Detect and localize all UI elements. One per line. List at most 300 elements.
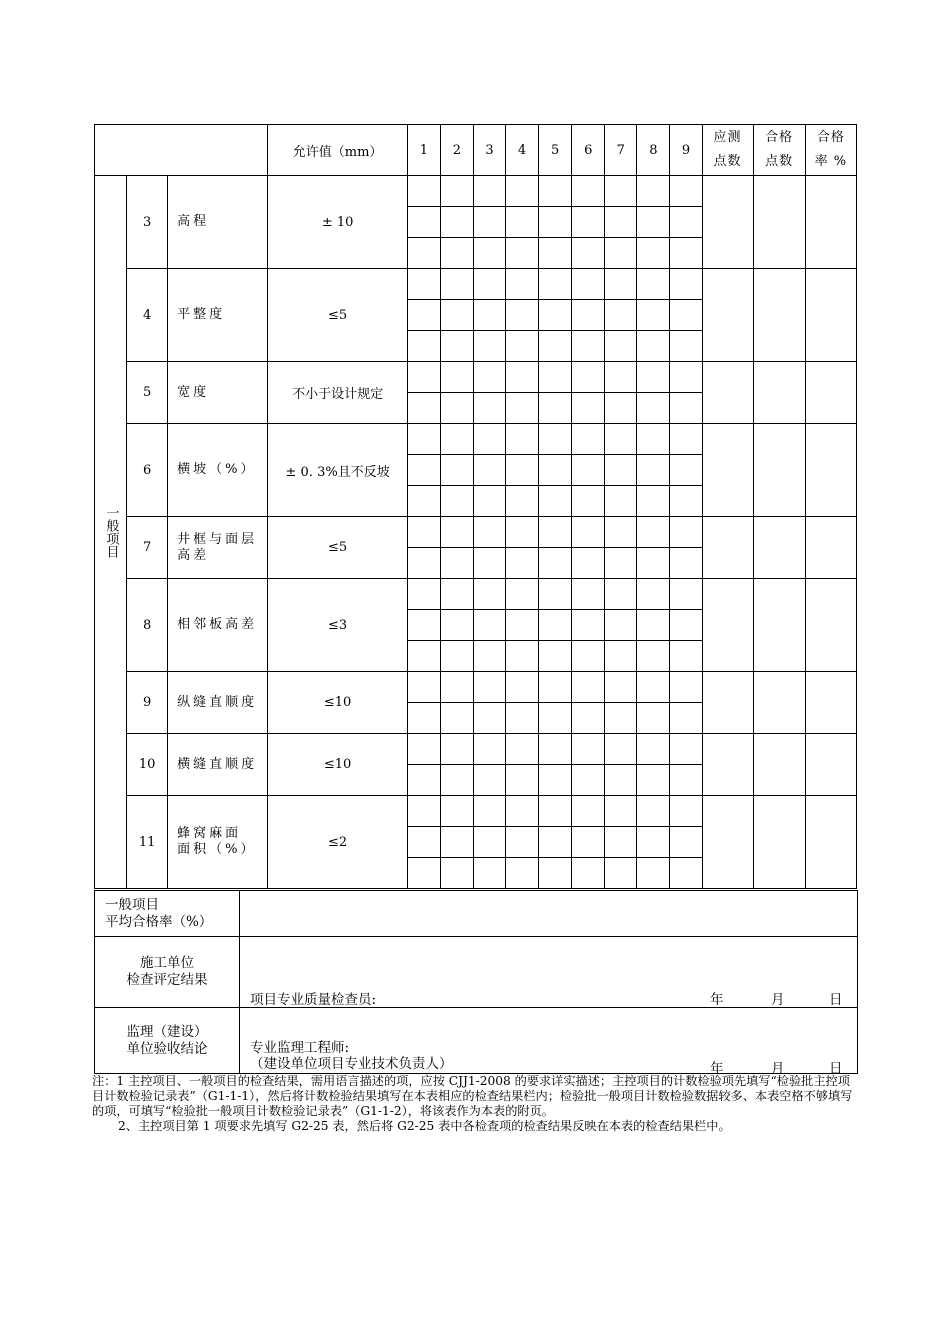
measure-cell[interactable] (473, 269, 505, 300)
measure-cell[interactable] (473, 610, 505, 641)
item-name: 横坡（%） (168, 424, 268, 517)
measure-cell[interactable] (506, 672, 539, 703)
measure-cell[interactable] (539, 858, 572, 889)
measure-cell[interactable] (473, 486, 505, 517)
measure-cell[interactable] (605, 424, 637, 455)
measure-cell[interactable] (605, 672, 637, 703)
measure-cell[interactable] (407, 579, 440, 610)
item-allowed-value: ≤5 (268, 517, 407, 579)
measure-cell[interactable] (407, 393, 440, 424)
pass-rate-cell[interactable] (805, 517, 856, 579)
supervision-day: 日 (829, 1061, 843, 1077)
note-1: 注：1 主控项目、一般项目的检查结果，需用语言描述的项，应按 CJJ1-2008 的要求详实描述；主控项目的计数检验项先填写“检验批主控项目计数检验记录表”（G1-1-1），然后将计数检验结果填写在本表相应的检查结果栏内；检验批一般项目计数检验数据较多、本表空格不够填写的项，可填写“检验批一般项目计数检验记录表”（G1-1-2），将该表作为本表的附页。 (92, 1074, 853, 1118)
measure-cell[interactable] (670, 734, 702, 765)
should-points-cell[interactable] (702, 176, 753, 269)
measure-cell[interactable] (572, 672, 605, 703)
measure-cell[interactable] (473, 393, 505, 424)
item-number: 6 (127, 424, 168, 517)
measure-cell[interactable] (637, 176, 670, 207)
measure-cell[interactable] (407, 610, 440, 641)
measure-cell[interactable] (473, 238, 505, 269)
measure-cell[interactable] (637, 796, 670, 827)
measure-cell[interactable] (506, 641, 539, 672)
item-name: 高程 (168, 176, 268, 269)
measure-cell[interactable] (473, 517, 505, 548)
pass-rate-cell[interactable] (805, 796, 856, 889)
measure-cell[interactable] (637, 579, 670, 610)
measure-cell[interactable] (605, 858, 637, 889)
measure-cell[interactable] (407, 734, 440, 765)
item-name: 宽度 (168, 362, 268, 424)
measure-cell[interactable] (440, 641, 473, 672)
measure-cell[interactable] (605, 827, 637, 858)
item-name: 平整度 (168, 269, 268, 362)
pass-points-cell[interactable] (753, 517, 805, 579)
item-name: 井框与面层 高差 (168, 517, 268, 579)
measure-cell[interactable] (572, 765, 605, 796)
measure-cell[interactable] (539, 734, 572, 765)
measure-cell[interactable] (539, 238, 572, 269)
measure-cell[interactable] (506, 424, 539, 455)
measure-cell[interactable] (506, 455, 539, 486)
measure-cell[interactable] (506, 300, 539, 331)
measure-cell[interactable] (670, 641, 702, 672)
measure-cell[interactable] (670, 300, 702, 331)
measure-cell[interactable] (670, 858, 702, 889)
measure-cell[interactable] (572, 734, 605, 765)
measure-cell[interactable] (539, 548, 572, 579)
header-pass-points (753, 125, 805, 176)
measure-cell[interactable] (605, 579, 637, 610)
measure-cell[interactable] (473, 796, 505, 827)
measure-cell[interactable] (670, 703, 702, 734)
measure-cell[interactable] (670, 610, 702, 641)
item-name: 蜂窝麻面 面积（%） (168, 796, 268, 889)
item-name: 横缝直顺度 (168, 734, 268, 796)
measure-cell[interactable] (572, 641, 605, 672)
table-row (95, 796, 857, 827)
measure-cell[interactable] (473, 300, 505, 331)
measure-cell[interactable] (506, 362, 539, 393)
measure-cell[interactable] (637, 331, 670, 362)
construction-result-label: 施工单位 检查评定结果 (95, 937, 240, 1008)
measure-cell[interactable] (670, 269, 702, 300)
measure-cell[interactable] (407, 362, 440, 393)
measure-cell[interactable] (539, 207, 572, 238)
measure-cell[interactable] (670, 517, 702, 548)
header-col-4: 4 (506, 125, 539, 176)
measure-cell[interactable] (572, 610, 605, 641)
supervision-engineer-label: 专业监理工程师: （建设单位项目专业技术负责人） (250, 1040, 453, 1072)
measure-cell[interactable] (440, 765, 473, 796)
measure-cell[interactable] (539, 579, 572, 610)
should-points-cell[interactable] (702, 517, 753, 579)
header-allowed-value: 允许值（mm） (268, 125, 407, 176)
header-col-8: 8 (637, 125, 670, 176)
measure-cell[interactable] (407, 486, 440, 517)
measure-cell[interactable] (637, 238, 670, 269)
measure-cell[interactable] (572, 424, 605, 455)
measure-cell[interactable] (670, 424, 702, 455)
measure-cell[interactable] (670, 238, 702, 269)
measure-cell[interactable] (605, 300, 637, 331)
measure-cell[interactable] (506, 517, 539, 548)
measure-cell[interactable] (539, 796, 572, 827)
measure-cell[interactable] (440, 207, 473, 238)
pass-rate-cell[interactable] (805, 672, 856, 734)
should-points-cell[interactable] (702, 796, 753, 889)
measure-cell[interactable] (637, 517, 670, 548)
measure-cell[interactable] (440, 703, 473, 734)
item-number: 7 (127, 517, 168, 579)
measure-cell[interactable] (539, 331, 572, 362)
item-number: 8 (127, 579, 168, 672)
measure-cell[interactable] (572, 331, 605, 362)
measure-cell[interactable] (407, 672, 440, 703)
measure-cell[interactable] (506, 610, 539, 641)
measure-cell[interactable] (637, 424, 670, 455)
measure-cell[interactable] (605, 176, 637, 207)
measure-cell[interactable] (407, 548, 440, 579)
measure-cell[interactable] (473, 455, 505, 486)
measure-cell[interactable] (637, 672, 670, 703)
measure-cell[interactable] (440, 238, 473, 269)
measure-cell[interactable] (670, 486, 702, 517)
measure-cell[interactable] (539, 424, 572, 455)
measure-cell[interactable] (440, 393, 473, 424)
measure-cell[interactable] (670, 796, 702, 827)
measure-cell[interactable] (473, 548, 505, 579)
inspection-table (94, 124, 857, 889)
item-name: 纵缝直顺度 (168, 672, 268, 734)
item-allowed-value: ± 0. 3%且不反坡 (268, 424, 407, 517)
item-allowed-value: ≤2 (268, 796, 407, 889)
item-allowed-value: ≤5 (268, 269, 407, 362)
measure-cell[interactable] (506, 486, 539, 517)
measure-cell[interactable] (637, 393, 670, 424)
category-label: 一般项目 (95, 176, 127, 889)
measure-cell[interactable] (407, 796, 440, 827)
supervision-year: 年 (710, 1061, 724, 1077)
avg-pass-rate-value (240, 891, 858, 937)
measure-cell[interactable] (605, 610, 637, 641)
measure-cell[interactable] (572, 269, 605, 300)
measure-cell[interactable] (637, 765, 670, 796)
item-number: 11 (127, 796, 168, 889)
measure-cell[interactable] (440, 362, 473, 393)
measure-cell[interactable] (506, 176, 539, 207)
measure-cell[interactable] (440, 486, 473, 517)
table-row (95, 362, 857, 393)
measure-cell[interactable] (605, 207, 637, 238)
measure-cell[interactable] (506, 238, 539, 269)
table-row (95, 269, 857, 300)
construction-day: 日 (829, 992, 843, 1008)
measure-cell[interactable] (572, 796, 605, 827)
pass-rate-cell[interactable] (805, 362, 856, 424)
measure-cell[interactable] (440, 827, 473, 858)
item-allowed-value: ≤3 (268, 579, 407, 672)
header-pass-points-line1: 合格 (765, 130, 794, 145)
should-points-cell[interactable] (702, 424, 753, 517)
measure-cell[interactable] (506, 734, 539, 765)
table-row (95, 517, 857, 548)
measure-cell[interactable] (572, 362, 605, 393)
measure-cell[interactable] (440, 331, 473, 362)
measure-cell[interactable] (473, 641, 505, 672)
measure-cell[interactable] (473, 176, 505, 207)
measure-cell[interactable] (407, 331, 440, 362)
item-number: 10 (127, 734, 168, 796)
measure-cell[interactable] (473, 734, 505, 765)
measure-cell[interactable] (473, 765, 505, 796)
item-name: 相邻板高差 (168, 579, 268, 672)
measure-cell[interactable] (407, 269, 440, 300)
quality-inspector-label: 项目专业质量检查员: (250, 992, 377, 1008)
table-row (95, 424, 857, 455)
notes (92, 1074, 860, 1134)
header-col-5: 5 (539, 125, 572, 176)
measure-cell[interactable] (605, 331, 637, 362)
measure-cell[interactable] (440, 579, 473, 610)
measure-cell[interactable] (407, 827, 440, 858)
measure-cell[interactable] (572, 703, 605, 734)
measure-cell[interactable] (670, 455, 702, 486)
measure-cell[interactable] (670, 362, 702, 393)
measure-cell[interactable] (637, 827, 670, 858)
measure-cell[interactable] (506, 207, 539, 238)
header-blank (95, 125, 268, 176)
measure-cell[interactable] (506, 858, 539, 889)
measure-cell[interactable] (605, 765, 637, 796)
measure-cell[interactable] (539, 362, 572, 393)
pass-points-cell[interactable] (753, 362, 805, 424)
supervision-conclusion-cell (240, 1008, 858, 1077)
measure-cell[interactable] (539, 672, 572, 703)
measure-cell[interactable] (605, 486, 637, 517)
header-pass-rate (805, 125, 856, 176)
measure-cell[interactable] (572, 579, 605, 610)
measure-cell[interactable] (407, 641, 440, 672)
measure-cell[interactable] (440, 796, 473, 827)
measure-cell[interactable] (605, 269, 637, 300)
measure-cell[interactable] (572, 858, 605, 889)
measure-cell[interactable] (572, 827, 605, 858)
measure-cell[interactable] (473, 424, 505, 455)
measure-cell[interactable] (440, 672, 473, 703)
measure-cell[interactable] (637, 703, 670, 734)
measure-cell[interactable] (407, 517, 440, 548)
measure-cell[interactable] (572, 486, 605, 517)
measure-cell[interactable] (407, 455, 440, 486)
measure-cell[interactable] (440, 858, 473, 889)
measure-cell[interactable] (637, 610, 670, 641)
measure-cell[interactable] (605, 796, 637, 827)
measure-cell[interactable] (506, 827, 539, 858)
measure-cell[interactable] (506, 393, 539, 424)
measure-cell[interactable] (473, 579, 505, 610)
header-should-points-line1: 应测 (713, 130, 742, 145)
measure-cell[interactable] (506, 703, 539, 734)
measure-cell[interactable] (440, 269, 473, 300)
measure-cell[interactable] (506, 269, 539, 300)
should-points-cell[interactable] (702, 362, 753, 424)
item-allowed-value: 不小于设计规定 (268, 362, 407, 424)
pass-points-cell[interactable] (753, 176, 805, 269)
measure-cell[interactable] (473, 672, 505, 703)
measure-cell[interactable] (572, 238, 605, 269)
measure-cell[interactable] (637, 486, 670, 517)
measure-cell[interactable] (440, 734, 473, 765)
measure-cell[interactable] (407, 238, 440, 269)
measure-cell[interactable] (407, 207, 440, 238)
measure-cell[interactable] (539, 765, 572, 796)
supervision-month: 月 (771, 1061, 785, 1077)
item-number: 4 (127, 269, 168, 362)
measure-cell[interactable] (473, 827, 505, 858)
measure-cell[interactable] (605, 641, 637, 672)
item-allowed-value: ≤10 (268, 672, 407, 734)
header-pass-rate-line2: 率 % (814, 154, 848, 169)
item-allowed-value: ± 10 (268, 176, 407, 269)
table-row (95, 176, 857, 207)
pass-rate-cell[interactable] (805, 269, 856, 362)
measure-cell[interactable] (539, 300, 572, 331)
measure-cell[interactable] (473, 858, 505, 889)
header-col-1: 1 (407, 125, 440, 176)
measure-cell[interactable] (637, 858, 670, 889)
pass-rate-cell[interactable] (805, 579, 856, 672)
measure-cell[interactable] (539, 827, 572, 858)
measure-cell[interactable] (473, 331, 505, 362)
pass-points-cell[interactable] (753, 672, 805, 734)
measure-cell[interactable] (539, 486, 572, 517)
measure-cell[interactable] (572, 548, 605, 579)
note-2: 2、主控项目第 1 项要求先填写 G2-25 表，然后将 G2-25 表中各检查项的检查结果反映在本表的检查结果栏中。 (118, 1119, 731, 1133)
pass-points-cell[interactable] (753, 796, 805, 889)
measure-cell[interactable] (407, 858, 440, 889)
construction-year: 年 (710, 992, 724, 1008)
measure-cell[interactable] (506, 579, 539, 610)
pass-rate-cell[interactable] (805, 734, 856, 796)
measure-cell[interactable] (407, 300, 440, 331)
pass-points-cell[interactable] (753, 424, 805, 517)
measure-cell[interactable] (440, 176, 473, 207)
measure-cell[interactable] (407, 703, 440, 734)
construction-result-cell (240, 937, 858, 1008)
measure-cell[interactable] (440, 300, 473, 331)
measure-cell[interactable] (637, 455, 670, 486)
pass-rate-cell[interactable] (805, 176, 856, 269)
measure-cell[interactable] (670, 579, 702, 610)
measure-cell[interactable] (637, 269, 670, 300)
should-points-cell[interactable] (702, 672, 753, 734)
measure-cell[interactable] (637, 548, 670, 579)
should-points-cell[interactable] (702, 269, 753, 362)
measure-cell[interactable] (637, 300, 670, 331)
measure-cell[interactable] (605, 548, 637, 579)
measure-cell[interactable] (440, 610, 473, 641)
summary-table (94, 890, 858, 1077)
measure-cell[interactable] (539, 393, 572, 424)
measure-cell[interactable] (670, 548, 702, 579)
measure-cell[interactable] (605, 734, 637, 765)
table-row (95, 579, 857, 610)
measure-cell[interactable] (605, 393, 637, 424)
measure-cell[interactable] (572, 300, 605, 331)
measure-cell[interactable] (572, 176, 605, 207)
measure-cell[interactable] (572, 517, 605, 548)
measure-cell[interactable] (637, 734, 670, 765)
pass-points-cell[interactable] (753, 579, 805, 672)
measure-cell[interactable] (407, 424, 440, 455)
measure-cell[interactable] (539, 641, 572, 672)
measure-cell[interactable] (572, 455, 605, 486)
measure-cell[interactable] (506, 796, 539, 827)
measure-cell[interactable] (440, 455, 473, 486)
measure-cell[interactable] (572, 207, 605, 238)
header-should-points-line2: 点数 (713, 154, 742, 169)
header-pass-points-line2: 点数 (765, 154, 794, 169)
measure-cell[interactable] (572, 393, 605, 424)
supervision-conclusion-label: 监理（建设） 单位验收结论 (95, 1008, 240, 1074)
measure-cell[interactable] (473, 703, 505, 734)
measure-cell[interactable] (407, 765, 440, 796)
measure-cell[interactable] (670, 176, 702, 207)
measure-cell[interactable] (539, 176, 572, 207)
measure-cell[interactable] (473, 207, 505, 238)
pass-rate-cell[interactable] (805, 424, 856, 517)
measure-cell[interactable] (506, 331, 539, 362)
measure-cell[interactable] (539, 269, 572, 300)
measure-cell[interactable] (670, 393, 702, 424)
pass-points-cell[interactable] (753, 734, 805, 796)
measure-cell[interactable] (670, 827, 702, 858)
avg-pass-rate-label: 一般项目 平均合格率（%） (95, 891, 240, 937)
measure-cell[interactable] (506, 548, 539, 579)
measure-cell[interactable] (440, 548, 473, 579)
construction-month: 月 (771, 992, 785, 1008)
measure-cell[interactable] (605, 517, 637, 548)
header-col-2: 2 (440, 125, 473, 176)
measure-cell[interactable] (407, 176, 440, 207)
header-col-3: 3 (473, 125, 505, 176)
measure-cell[interactable] (637, 207, 670, 238)
measure-cell[interactable] (605, 362, 637, 393)
measure-cell[interactable] (670, 331, 702, 362)
measure-cell[interactable] (670, 207, 702, 238)
measure-cell[interactable] (670, 765, 702, 796)
measure-cell[interactable] (539, 703, 572, 734)
measure-cell[interactable] (539, 455, 572, 486)
measure-cell[interactable] (539, 517, 572, 548)
measure-cell[interactable] (637, 641, 670, 672)
should-points-cell[interactable] (702, 734, 753, 796)
measure-cell[interactable] (605, 703, 637, 734)
measure-cell[interactable] (605, 455, 637, 486)
pass-points-cell[interactable] (753, 269, 805, 362)
measure-cell[interactable] (670, 672, 702, 703)
measure-cell[interactable] (440, 424, 473, 455)
measure-cell[interactable] (605, 238, 637, 269)
item-number: 5 (127, 362, 168, 424)
measure-cell[interactable] (637, 362, 670, 393)
measure-cell[interactable] (473, 362, 505, 393)
measure-cell[interactable] (506, 765, 539, 796)
measure-cell[interactable] (440, 517, 473, 548)
measure-cell[interactable] (539, 610, 572, 641)
should-points-cell[interactable] (702, 579, 753, 672)
